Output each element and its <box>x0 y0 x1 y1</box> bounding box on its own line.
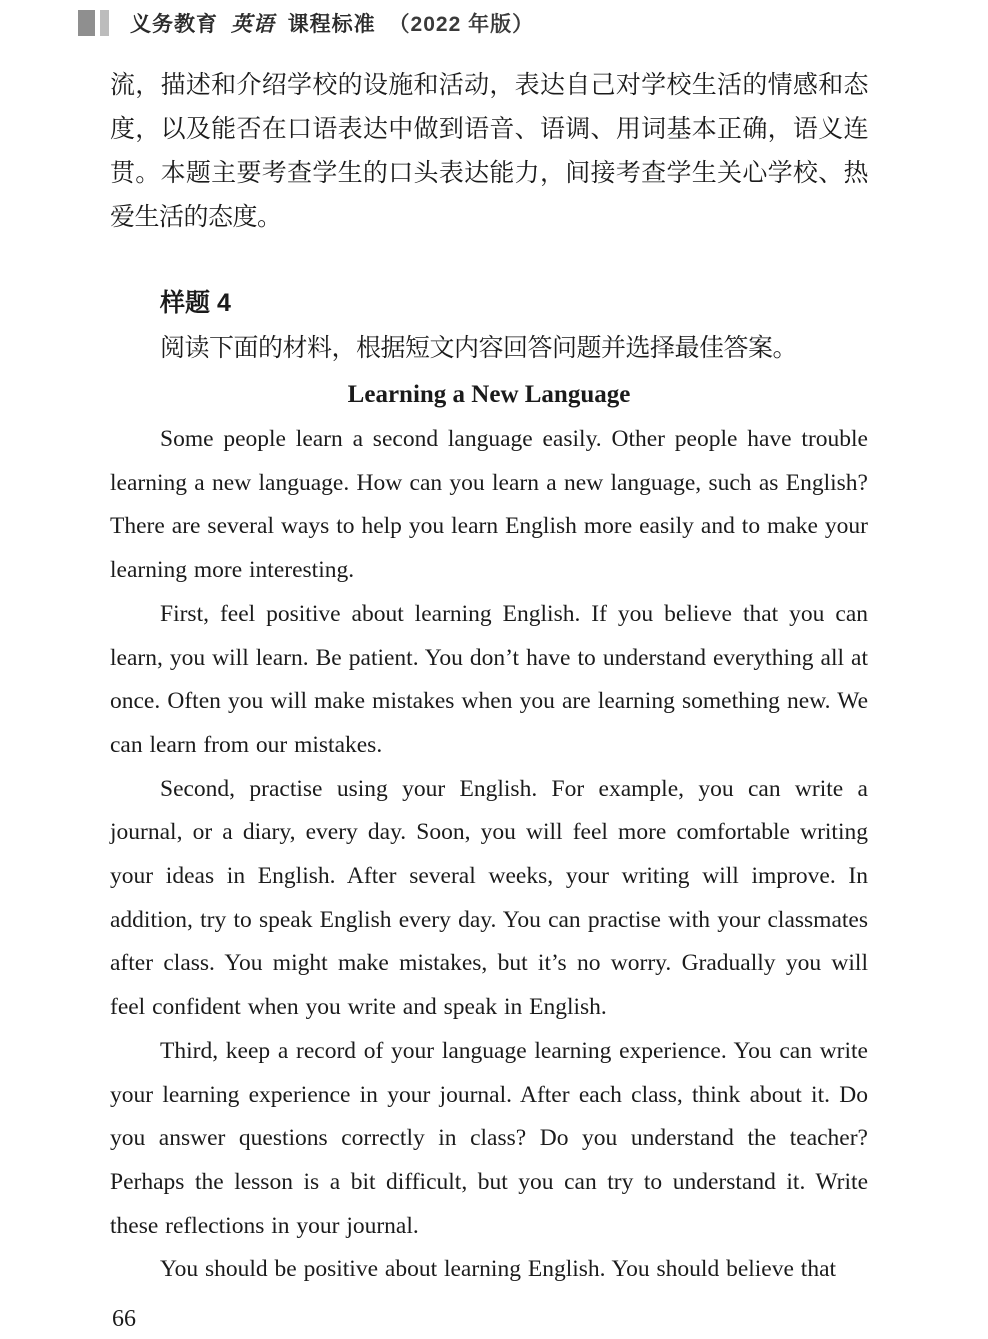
instruction-line: 阅读下面的材料，根据短文内容回答问题并选择最佳答案。 <box>160 335 798 362</box>
header-title <box>130 8 534 38</box>
header-title-series: 义务教育 <box>130 13 218 36</box>
page-content <box>110 64 868 1292</box>
passage-title: Learning a New Language <box>347 381 631 408</box>
passage-paragraph-2: First, feel positive about learning English. If you believe that you can learn, you will learn. Be patient. You don’t have to understand everything all at once. Often you will make mistakes when you are learning something new. We can learn from our mistakes. <box>110 600 868 758</box>
header-title-standard: 课程标准 <box>287 13 376 36</box>
passage-paragraph-1: Some people learn a second language easily. Other people have trouble learning a new language. How can you learn a new language, such as English? There are several ways to help you learn English more easily and to make your learning more interesting. <box>110 426 868 584</box>
passage-paragraph-3: Second, practise using your English. For example, you can write a journal, or a diary, every day. Soon, you will feel more comfortable writing your ideas in English. After several weeks, your writing will improve. In addition, try to speak English every day. You can practise with your classmates after class. You might make mistakes, but it’s no worry. Gradually you will feel confident when you write and speak in English. <box>110 775 868 1021</box>
page-number: 66 <box>112 1306 136 1332</box>
sample-question-heading: 样题 4 <box>160 289 231 317</box>
header-bar-light-decoration <box>100 10 109 36</box>
header-title-subject: 英语 <box>230 13 275 36</box>
header-bar-dark-decoration <box>78 10 95 36</box>
passage-paragraph-4: Third, keep a record of your language learning experience. You can write your learning experience in your journal. After each class, think about it. Do you answer questions correctly in class? Do you understand the teacher? Perhaps the lesson is a bit difficult, but you can try to understand it. Write these reflections in your journal. <box>110 1037 868 1239</box>
continued-chinese-paragraph: 流，描述和介绍学校的设施和活动，表达自己对学校生活的情感和态度，以及能否在口语表达中做到语音、语调、用词基本正确，语义连贯。本题主要考查学生的口头表达能力，间接考查学生关心学校、热爱生活的态度。 <box>110 72 868 231</box>
running-header <box>78 8 868 38</box>
passage-paragraph-5: You should be positive about learning English. You should believe that <box>160 1256 837 1283</box>
header-title-edition: （2022 年版） <box>388 13 535 36</box>
